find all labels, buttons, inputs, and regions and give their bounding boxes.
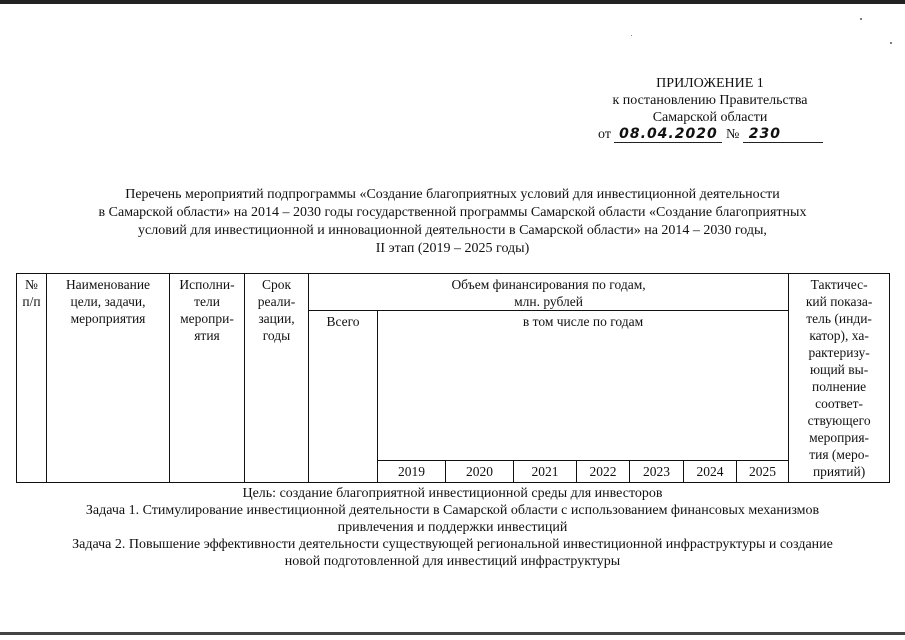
task-1: [10, 502, 895, 536]
task-1-line: Задача 1. Стимулирование инвестиционной деятельности в Самарской области с использованием финансовых механизмов: [85, 503, 820, 518]
header-indicator: Тактичес- кий показа- тель (инди- катор), ха- рактеризу- ющий вы- полнение соответ- ствующего мероприя- тия (меро- приятий): [789, 274, 890, 483]
header-term: Срок реали- зации, годы: [245, 274, 309, 483]
header-total: Всего: [309, 311, 378, 483]
appendix-title: ПРИЛОЖЕНИЕ 1: [656, 76, 764, 91]
task-1-line: привлечения и поддержки инвестиций: [337, 520, 568, 535]
year-2019: 2019: [378, 461, 446, 483]
number-label: №: [725, 127, 740, 142]
title-line: II этап (2019 – 2025 годы): [375, 241, 530, 256]
scan-speck: [860, 18, 862, 20]
title-line: в Самарской области» на 2014 – 2030 годы государственной программы Самарской области «Создание благоприятных: [98, 205, 807, 220]
task-2: [10, 536, 895, 570]
year-2020: 2020: [446, 461, 514, 483]
appendix-line-1: к постановлению Правительства: [612, 93, 808, 108]
year-2021: 2021: [514, 461, 577, 483]
appendix-header: [590, 75, 830, 126]
header-funding: Объем финансирования по годам, млн. рублей: [309, 274, 789, 311]
handwritten-number: 230: [743, 126, 823, 143]
scan-speck: [890, 42, 892, 44]
scan-top-edge: [0, 0, 905, 4]
header-num: № п/п: [17, 274, 47, 483]
title-line: условий для инвестиционной и инновационной деятельности в Самарской области» на 2014 – 2030 годы,: [138, 223, 767, 238]
handwritten-date: 08.04.2020: [614, 126, 722, 143]
goal-line: [10, 485, 895, 502]
appendix-line-2: Самарской области: [652, 110, 768, 125]
task-2-line: новой подготовленной для инвестиций инфраструктуры: [284, 554, 621, 569]
header-executors: Исполни- тели меропри- ятия: [170, 274, 245, 483]
year-2023: 2023: [630, 461, 684, 483]
document-title: [30, 186, 875, 258]
scan-speck: [631, 35, 632, 36]
activities-table: [16, 273, 890, 483]
from-label: от: [598, 127, 611, 142]
scan-bottom-edge: [0, 632, 905, 635]
goal-text: Цель: создание благоприятной инвестиционной среды для инвесторов: [242, 486, 663, 501]
header-name: Наименование цели, задачи, мероприятия: [47, 274, 170, 483]
header-by-year: в том числе по годам: [378, 311, 789, 461]
year-2024: 2024: [684, 461, 737, 483]
appendix-dateline: [598, 126, 823, 143]
task-2-line: Задача 2. Повышение эффективности деятельности существующей региональной инвестиционной инфраструктуры и создание: [72, 537, 833, 552]
year-2025: 2025: [737, 461, 789, 483]
title-line: Перечень мероприятий подпрограммы «Создание благоприятных условий для инвестиционной деятельности: [125, 187, 780, 202]
year-2022: 2022: [577, 461, 630, 483]
